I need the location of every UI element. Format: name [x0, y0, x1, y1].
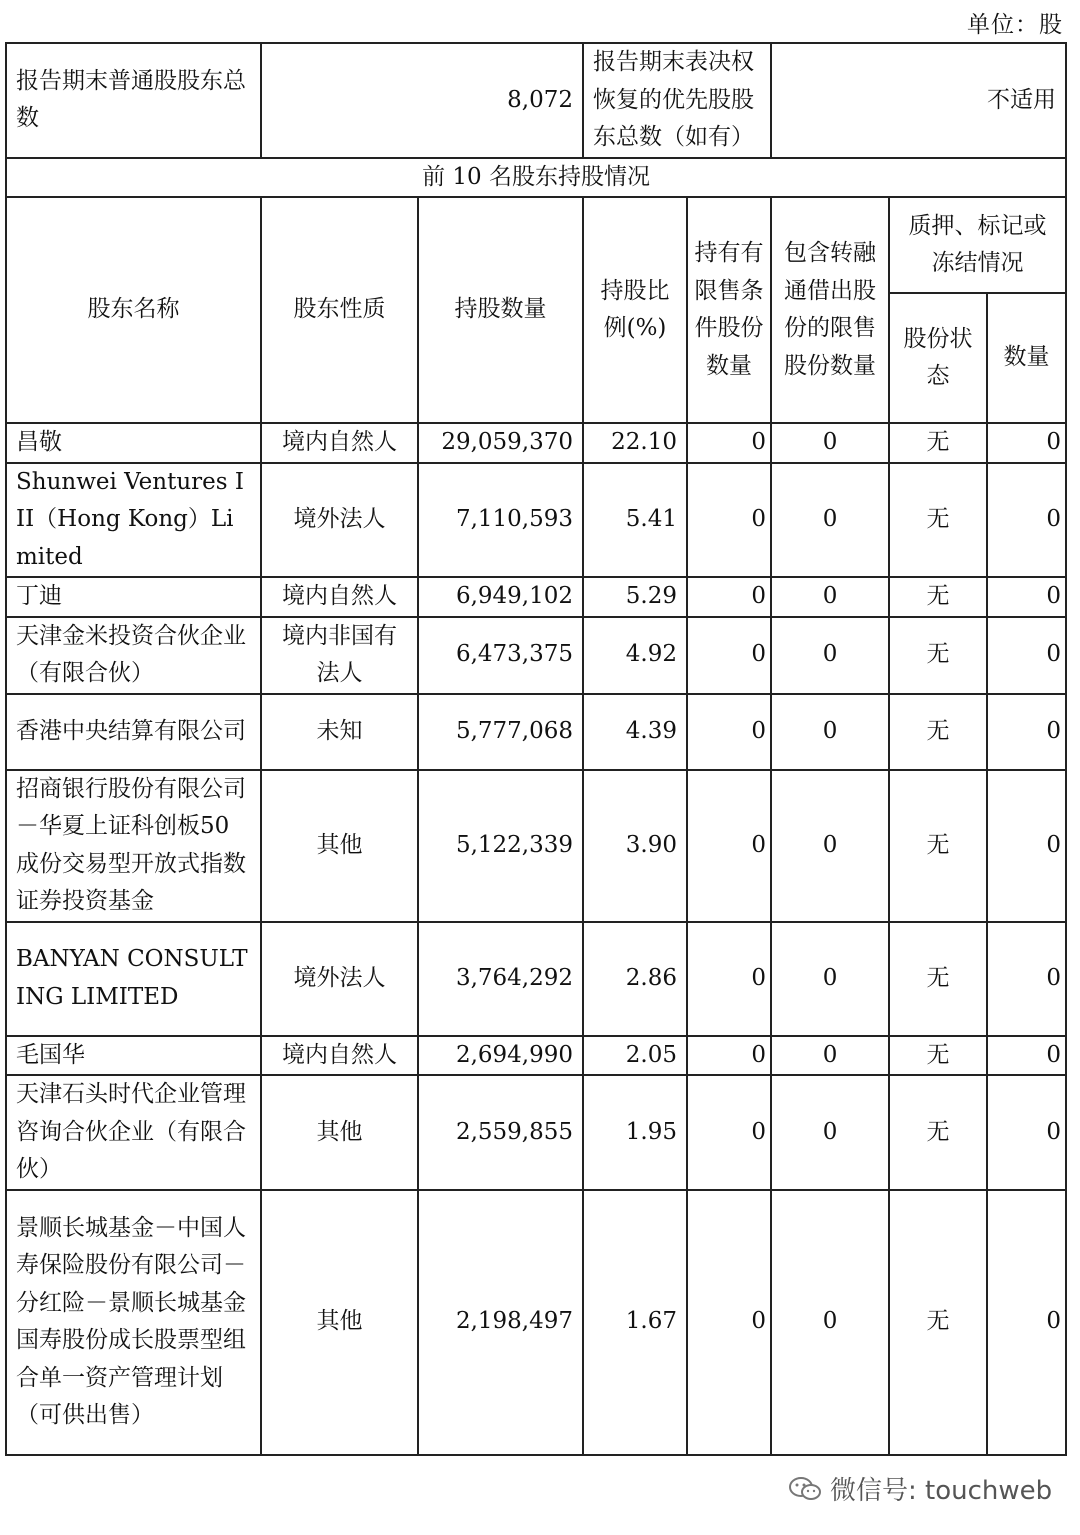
pledge-status: 无 [889, 1190, 987, 1455]
pledge-quantity: 0 [987, 694, 1066, 770]
share-quantity: 2,694,990 [418, 1036, 583, 1076]
shareholder-nature: 境内自然人 [261, 1036, 418, 1076]
pledge-status: 无 [889, 1036, 987, 1076]
pledge-quantity: 0 [987, 463, 1066, 578]
share-quantity: 5,122,339 [418, 770, 583, 922]
share-quantity: 3,764,292 [418, 922, 583, 1036]
table-row [6, 617, 1066, 694]
share-ratio: 3.90 [583, 770, 687, 922]
restricted-shares: 0 [687, 423, 771, 463]
shareholder-nature: 其他 [261, 1075, 418, 1190]
lent-shares: 0 [771, 617, 889, 694]
share-ratio: 22.10 [583, 423, 687, 463]
table-row [6, 1190, 1066, 1455]
wechat-icon [788, 1475, 822, 1503]
table-row [6, 577, 1066, 617]
share-quantity: 7,110,593 [418, 463, 583, 578]
section-title-row [6, 158, 1066, 198]
header-pledge-status: 股份状态 [889, 293, 987, 423]
watermark-text: 微信号: touchweb [830, 1476, 1053, 1506]
lent-shares: 0 [771, 694, 889, 770]
pledge-status: 无 [889, 922, 987, 1036]
pledge-status: 无 [889, 463, 987, 578]
restricted-shares: 0 [687, 694, 771, 770]
share-ratio: 5.41 [583, 463, 687, 578]
total-holders-value: 8,072 [261, 43, 583, 158]
summary-row [6, 43, 1066, 158]
shareholder-name: 丁迪 [6, 577, 261, 617]
shareholder-name: 昌敬 [6, 423, 261, 463]
restricted-shares: 0 [687, 922, 771, 1036]
table-row [6, 423, 1066, 463]
shareholder-name: 天津金米投资合伙企业（有限合伙） [6, 617, 261, 694]
shareholder-nature: 其他 [261, 770, 418, 922]
table-row [6, 770, 1066, 922]
share-ratio: 4.39 [583, 694, 687, 770]
header-pledge: 质押、标记或冻结情况 [889, 197, 1066, 293]
lent-shares: 0 [771, 1036, 889, 1076]
table-row [6, 1075, 1066, 1190]
lent-shares: 0 [771, 423, 889, 463]
pledge-status: 无 [889, 423, 987, 463]
share-ratio: 2.05 [583, 1036, 687, 1076]
pledge-status: 无 [889, 770, 987, 922]
table-body [6, 423, 1066, 1455]
restricted-shares: 0 [687, 577, 771, 617]
restricted-shares: 0 [687, 1190, 771, 1455]
total-holders-label: 报告期末普通股股东总数 [6, 43, 261, 158]
preferred-holders-value: 不适用 [771, 43, 1066, 158]
pledge-status: 无 [889, 1075, 987, 1190]
restricted-shares: 0 [687, 1036, 771, 1076]
share-quantity: 2,559,855 [418, 1075, 583, 1190]
shareholder-nature: 其他 [261, 1190, 418, 1455]
shareholder-name: 毛国华 [6, 1036, 261, 1076]
table-row [6, 922, 1066, 1036]
lent-shares: 0 [771, 577, 889, 617]
share-ratio: 1.67 [583, 1190, 687, 1455]
restricted-shares: 0 [687, 617, 771, 694]
share-ratio: 4.92 [583, 617, 687, 694]
share-ratio: 1.95 [583, 1075, 687, 1190]
share-ratio: 2.86 [583, 922, 687, 1036]
lent-shares: 0 [771, 922, 889, 1036]
shareholder-nature: 境内非国有法人 [261, 617, 418, 694]
shareholder-nature: 境外法人 [261, 922, 418, 1036]
header-pledge-qty: 数量 [987, 293, 1066, 423]
share-quantity: 2,198,497 [418, 1190, 583, 1455]
unit-label: 单位：股 [967, 12, 1063, 38]
shareholder-name: 景顺长城基金－中国人寿保险股份有限公司－分红险－景顺长城基金国寿股份成长股票型组合单一资产管理计划（可供出售） [6, 1190, 261, 1455]
table-row [6, 463, 1066, 578]
restricted-shares: 0 [687, 1075, 771, 1190]
header-lent: 包含转融通借出股份的限售股份数量 [771, 197, 889, 423]
lent-shares: 0 [771, 463, 889, 578]
header-ratio: 持股比例(%) [583, 197, 687, 423]
shareholder-name: BANYAN CONSULTING LIMITED [6, 922, 261, 1036]
share-quantity: 6,473,375 [418, 617, 583, 694]
pledge-quantity: 0 [987, 1190, 1066, 1455]
pledge-status: 无 [889, 577, 987, 617]
shareholder-name: 香港中央结算有限公司 [6, 694, 261, 770]
shareholder-name: 天津石头时代企业管理咨询合伙企业（有限合伙） [6, 1075, 261, 1190]
restricted-shares: 0 [687, 770, 771, 922]
shareholder-nature: 未知 [261, 694, 418, 770]
header-row [6, 197, 1066, 293]
share-ratio: 5.29 [583, 577, 687, 617]
lent-shares: 0 [771, 1075, 889, 1190]
pledge-quantity: 0 [987, 423, 1066, 463]
pledge-status: 无 [889, 617, 987, 694]
shareholder-name: 招商银行股份有限公司－华夏上证科创板50成份交易型开放式指数证券投资基金 [6, 770, 261, 922]
shareholder-table [5, 42, 1067, 1456]
header-name: 股东名称 [6, 197, 261, 423]
pledge-quantity: 0 [987, 1075, 1066, 1190]
pledge-quantity: 0 [987, 770, 1066, 922]
shareholder-nature: 境外法人 [261, 463, 418, 578]
lent-shares: 0 [771, 1190, 889, 1455]
header-quantity: 持股数量 [418, 197, 583, 423]
shareholder-nature: 境内自然人 [261, 577, 418, 617]
watermark [788, 1470, 1052, 1507]
pledge-quantity: 0 [987, 1036, 1066, 1076]
restricted-shares: 0 [687, 463, 771, 578]
table-row [6, 694, 1066, 770]
pledge-status: 无 [889, 694, 987, 770]
preferred-holders-label: 报告期末表决权恢复的优先股股东总数（如有） [583, 43, 771, 158]
shareholder-nature: 境内自然人 [261, 423, 418, 463]
share-quantity: 6,949,102 [418, 577, 583, 617]
header-restricted: 持有有限售条件股份数量 [687, 197, 771, 423]
share-quantity: 5,777,068 [418, 694, 583, 770]
pledge-quantity: 0 [987, 922, 1066, 1036]
pledge-quantity: 0 [987, 577, 1066, 617]
share-quantity: 29,059,370 [418, 423, 583, 463]
lent-shares: 0 [771, 770, 889, 922]
header-nature: 股东性质 [261, 197, 418, 423]
pledge-quantity: 0 [987, 617, 1066, 694]
shareholder-name: Shunwei Ventures III（Hong Kong）Limited [6, 463, 261, 578]
table-row [6, 1036, 1066, 1076]
section-title: 前 10 名股东持股情况 [6, 158, 1066, 198]
